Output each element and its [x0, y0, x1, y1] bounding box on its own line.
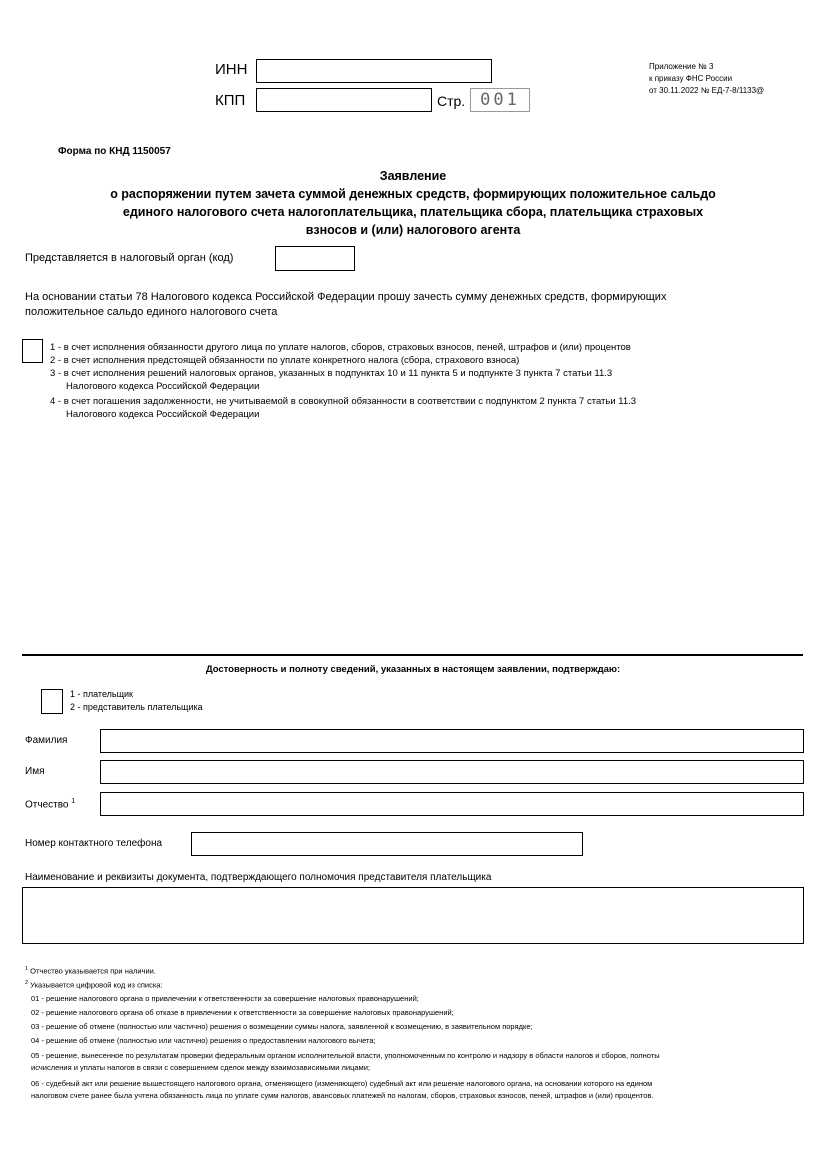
footnote-code-02: 02 - решение налогового органа об отказе в привлечении к ответственности за совершение налоговых правонарушений; [31, 1008, 454, 1017]
patronymic-footnote-mark: 1 [71, 798, 76, 805]
phone-field[interactable] [191, 832, 583, 856]
inn-label: ИНН [215, 61, 248, 78]
footnote-code-04: 04 - решение об отмене (полностью или частично) решения о предоставлении налогового вычета; [31, 1036, 376, 1045]
basis-line-1: На основании статьи 78 Налогового кодекса Российской Федерации прошу зачесть сумму денежных средств, формирующих [25, 291, 667, 303]
footnote-code-01: 01 - решение налогового органа о привлечении к ответственности за совершение налоговых правонарушений; [31, 994, 419, 1003]
patronymic-label [25, 798, 75, 810]
section-divider [22, 654, 803, 656]
page-number-field[interactable]: 001 [470, 88, 530, 112]
footnote-code-06-cont: налоговом счете ранее была учтена обязанность лица по уплате сумм налогов, авансовых платежей по налогам, сборов, страховых взносов, пеней, штрафов и (или) процентов. [31, 1091, 654, 1100]
footnote-code-05-cont: исчисления и уплаты налогов в связи с совершением сделок между взаимозависимыми лицами; [31, 1063, 370, 1072]
option-2: 2 - в счет исполнения предстоящей обязанности по уплате конкретного налога (сбора, страхового взноса) [50, 355, 520, 366]
footnote-1-text: Отчество указывается при наличии. [30, 966, 156, 976]
option-1: 1 - в счет исполнения обязанности другого лица по уплате налогов, сборов, страховых взносов, пеней, штрафов и (или) процентов [50, 342, 631, 353]
appendix-line-1: Приложение № 3 [649, 62, 714, 71]
appendix-line-3: от 30.11.2022 № ЕД-7-8/1133@ [649, 86, 765, 95]
page-label: Стр. [437, 93, 466, 109]
surname-field[interactable] [100, 729, 804, 753]
title-line-3: единого налогового счета налогоплательщика, плательщика сбора, плательщика страховых [122, 205, 704, 219]
name-label: Имя [25, 766, 45, 777]
kpp-field[interactable] [256, 88, 432, 112]
appendix-line-2: к приказу ФНС России [649, 74, 733, 83]
option-4-cont: Налогового кодекса Российской Федерации [66, 409, 260, 420]
inn-field[interactable] [256, 59, 492, 83]
footnote-1-mark: 1 [25, 966, 29, 972]
title-line-2: о распоряжении путем зачета суммой денежных средств, формирующих положительное сальдо [110, 187, 716, 201]
signer-option-1: 1 - плательщик [70, 689, 133, 699]
offset-code-field[interactable] [22, 339, 43, 363]
option-4: 4 - в счет погашения задолженности, не учитываемой в совокупной обязанности в соответствии с подпунктом 2 пункта 7 статьи 11.3 [50, 396, 637, 407]
signer-option-2: 2 - представитель плательщика [70, 702, 203, 712]
surname-label: Фамилия [25, 735, 68, 746]
signer-code-field[interactable] [41, 689, 63, 714]
phone-label: Номер контактного телефона [25, 838, 163, 849]
footnote-2 [25, 978, 163, 991]
tax-authority-code-field[interactable] [275, 246, 355, 271]
footnote-2-text: Указывается цифровой код из списка: [30, 980, 163, 990]
title-line-1: Заявление [379, 169, 447, 183]
tax-authority-label: Представляется в налоговый орган (код) [25, 252, 234, 264]
name-field[interactable] [100, 760, 804, 784]
patronymic-field[interactable] [100, 792, 804, 816]
option-3: 3 - в счет исполнения решений налоговых органов, указанных в подпунктах 10 и 11 пункта 5 и подпункте 3 пункта 7 статьи 11.3 [50, 368, 613, 379]
option-3-cont: Налогового кодекса Российской Федерации [66, 381, 260, 392]
confirm-heading: Достоверность и полноту сведений, указанных в настоящем заявлении, подтверждаю: [205, 664, 621, 675]
doc-field[interactable] [22, 887, 804, 944]
footnote-2-mark: 2 [25, 980, 29, 986]
form-code: Форма по КНД 1150057 [58, 146, 171, 157]
patronymic-label-text: Отчество [25, 799, 69, 811]
basis-line-2: положительное сальдо единого налогового счета [25, 306, 278, 318]
title-line-4: взносов и (или) налогового агента [305, 223, 521, 237]
footnote-code-03: 03 - решение об отмене (полностью или частично) решения о возмещении суммы налога, заявленной к возмещению, в заявительном порядке; [31, 1022, 533, 1031]
footnote-1 [25, 964, 156, 977]
footnote-code-05: 05 - решение, вынесенное по результатам проверки федеральным органом исполнительной власти, уполномоченным по контролю и надзору в области налогов и сборов, полноты [31, 1051, 660, 1060]
kpp-label: КПП [215, 92, 246, 109]
footnote-code-06: 06 - судебный акт или решение вышестоящего налогового органа, отменяющего (изменяющего) судебный акт или решение налогового органа, на основании которого на едином [31, 1079, 653, 1088]
doc-label: Наименование и реквизиты документа, подтверждающего полномочия представителя плательщика [25, 872, 492, 883]
